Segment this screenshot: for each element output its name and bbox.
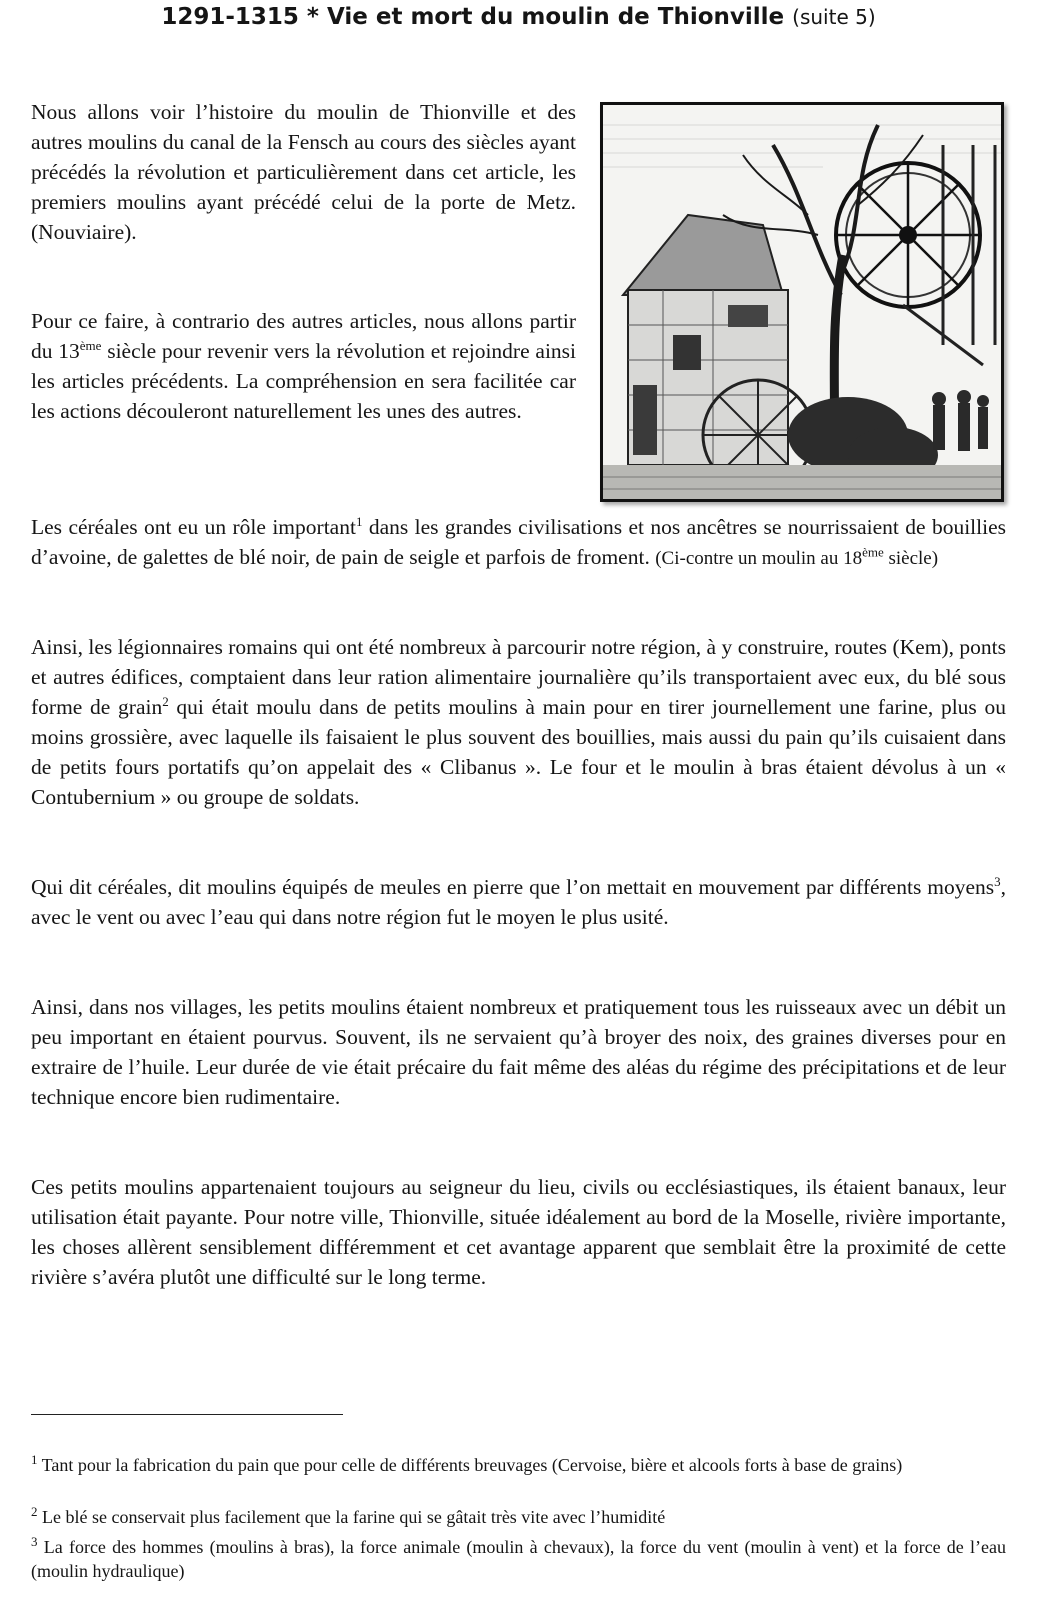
footnote-number-1: 1: [31, 1452, 38, 1467]
p3-text-a: Les céréales ont eu un rôle important: [31, 515, 356, 539]
footnote-text-2: Le blé se conservait plus facilement que la farine qui se gâtait très vite avec l’humidité: [37, 1507, 666, 1527]
footnote-ref-1[interactable]: 1: [355, 513, 363, 529]
p5-text-b: , avec le vent ou avec l’eau qui dans notre région fut le moyen le plus usité.: [31, 875, 1006, 929]
footnote-text-3: La force des hommes (moulins à bras), la force animale (moulin à chevaux), la force du vent (moulin à vent) et la force de l’eau (moulin hydraulique): [31, 1537, 1006, 1581]
p5-text-a: Qui dit céréales, dit moulins équipés de meules en pierre que l’on mettait en mouvement par différents moyens: [31, 875, 995, 899]
paragraph-mills-means: [31, 872, 1006, 932]
p4-text-b: qui était moulu dans de petits moulins à main pour en tirer journellement une farine, plus ou moins grossière, avec laquelle ils faisaient le plus souvent des bouillies, mais aussi du pain qu’ils cuisaient dans de petits fours portatifs qu’on appelait des « Clibanus ». Le four et le moulin à bras étaient dévolus à un « Contubernium » ou groupe de soldats.: [31, 695, 1006, 809]
footnote-ref-2[interactable]: 2: [162, 693, 169, 709]
footnote-1: [31, 1453, 1006, 1477]
paragraph-cereals: [31, 512, 1006, 574]
mill-engraving-image: [600, 102, 1004, 502]
caption-superscript: ème: [862, 544, 884, 560]
footnote-ref-3[interactable]: 3: [994, 873, 1001, 889]
paragraph-legionnaires: [31, 632, 1006, 812]
footnote-text-1: Tant pour la fabrication du pain que pour celle de différents breuvages (Cervoise, bière et alcools forts à base de grains): [37, 1455, 903, 1475]
footnote-3: [31, 1535, 1006, 1583]
title-suite: (suite 5): [792, 5, 876, 29]
p4-text-a: Ainsi, les légionnaires romains qui ont été nombreux à parcourir notre région, à y construire, routes (Kem), ponts et autres édifices, comptaient dans leur ration alimentaire journalière qu’ils transportaient avec eux, du blé sous forme de grain: [31, 635, 1006, 719]
footnote-number-3: 3: [31, 1534, 38, 1549]
figure-caption: [655, 544, 939, 569]
footnote-2: [31, 1505, 1006, 1529]
paragraph-villages: Ainsi, dans nos villages, les petits moulins étaient nombreux et pratiquement tous les ruisseaux avec un débit un peu important en étaient pourvus. Souvent, ils ne servaient qu’à broyer des noix, des graines diverses pour en extraire de l’huile. Leur durée de vie était précaire du fait même des aléas du régime des précipitations et de leur technique encore bien rudimentaire.: [31, 995, 1006, 1109]
caption-text-b: siècle): [883, 548, 939, 569]
title-main: 1291-1315 * Vie et mort du moulin de Thionville: [161, 4, 785, 30]
p2-text-b: siècle pour revenir vers la révolution et rejoindre ainsi les articles précédents. La compréhension en sera facilitée car les actions découleront naturellement les unes des autres.: [31, 339, 577, 423]
p2-superscript: ème: [79, 337, 102, 353]
p2-text-a: Pour ce faire, à contrario des autres articles, nous allons partir du 13: [31, 309, 576, 363]
paragraph-thionville: Ces petits moulins appartenaient toujours au seigneur du lieu, civils ou ecclésiastiques, ils étaient banaux, leur utilisation était payante. Pour notre ville, Thionville, située idéalement au bord de la Moselle, rivière importante, les choses allèrent sensiblement différemment et cet avantage apparent que semblait être la proximité de cette rivière s’avéra plutôt une difficulté sur le long terme.: [31, 1175, 1006, 1289]
p3-text-b: dans les grandes civilisations et nos ancêtres se nourrissaient de bouillies d’avoine, de galettes de blé noir, de pain de seigle et parfois de froment.: [31, 515, 1006, 569]
footnote-number-2: 2: [31, 1504, 38, 1519]
paragraph-method: [31, 306, 576, 426]
page-title: [0, 4, 1037, 30]
paragraph-intro: Nous allons voir l’histoire du moulin de Thionville et des autres moulins du canal de la Fensch au cours des siècles ayant précédés la révolution et particulièrement dans cet article, les premiers moulins ayant précédé celui de la porte de Metz. (Nouviaire).: [31, 100, 576, 244]
caption-text-a: (Ci-contre un moulin au 18: [655, 548, 863, 569]
footnote-separator: [31, 1414, 343, 1415]
